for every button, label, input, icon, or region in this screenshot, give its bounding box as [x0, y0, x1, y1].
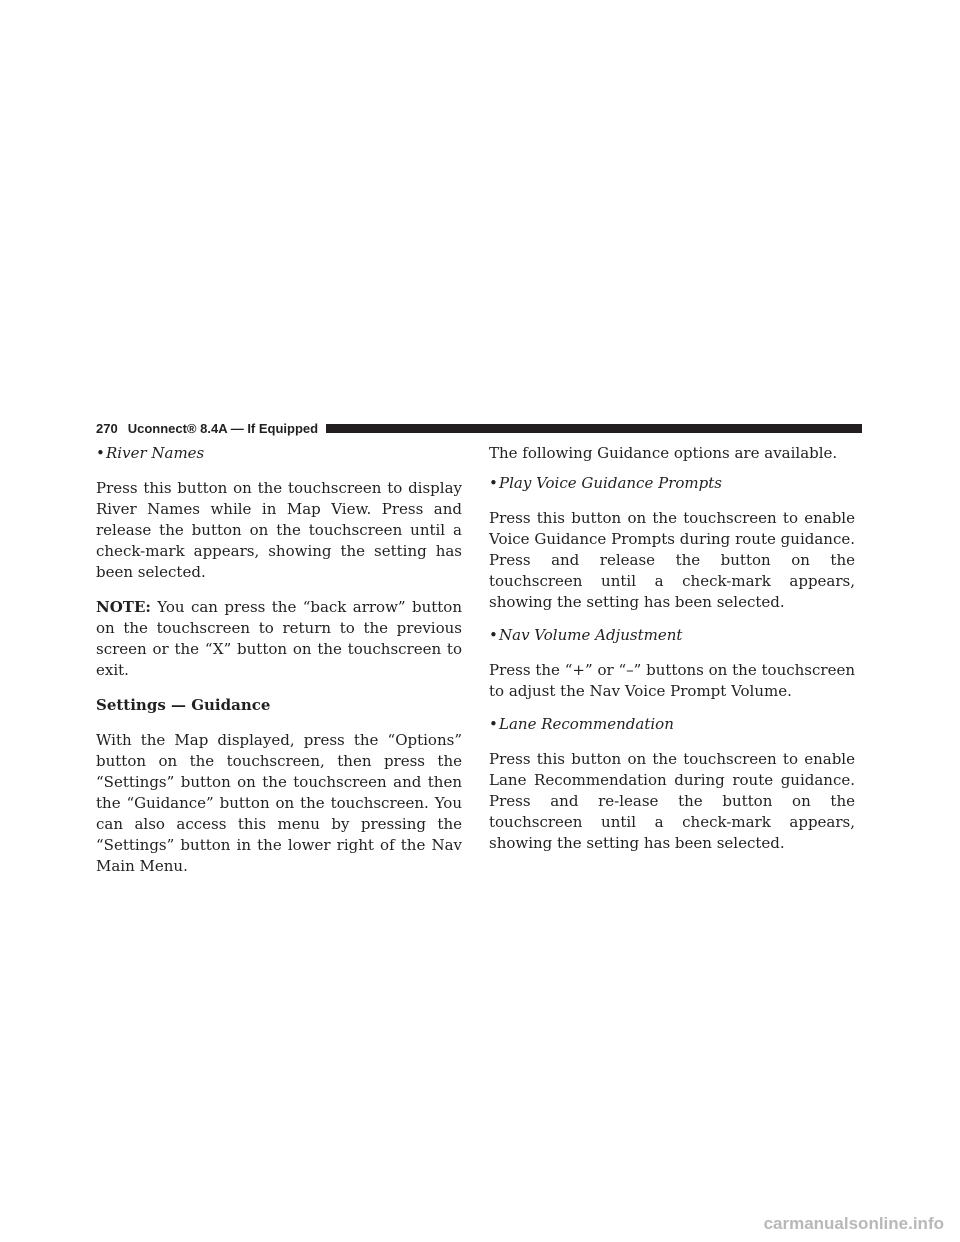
bullet-volume-adjustment [489, 625, 855, 646]
right-column [489, 443, 855, 854]
bullet-label: Lane Recommendation [499, 715, 674, 733]
bullet-voice-prompts [489, 473, 855, 494]
river-names-paragraph: Press this button on the touchscreen to display River Names while in Map View. Press and release the button on the touchscreen until a check-mark appears, showing the setting has been selected. [96, 479, 462, 581]
bullet-dot-icon: • [489, 715, 498, 733]
bullet-label: River Names [106, 444, 205, 462]
note-label: NOTE: [96, 598, 151, 616]
section-heading: Settings — Guidance [96, 696, 271, 714]
chapter-title: Uconnect® 8.4A — If Equipped [127, 420, 319, 436]
volume-paragraph: Press the “+” or “–” buttons on the touchscreen to adjust the Nav Voice Prompt Volume. [489, 661, 855, 700]
page-number: 270 [96, 420, 118, 436]
voice-prompts-paragraph: Press this button on the touchscreen to enable Voice Guidance Prompts during route guidance. Press and release the button on the touchscreen until a check-mark appears, showing the setting has been selected. [489, 509, 855, 611]
bullet-label: Play Voice Guidance Prompts [499, 474, 722, 492]
lane-paragraph: Press this button on the touchscreen to enable Lane Recommendation during route guidance. Press and re-lease the button on the touchscreen until a check-mark appears, showing the setting has been selected. [489, 750, 855, 852]
bullet-dot-icon: • [96, 444, 105, 462]
left-column [96, 443, 462, 877]
guidance-paragraph: With the Map displayed, press the “Options” button on the touchscreen, then press the “Settings” button on the touchscreen and then the “Guidance” button on the touchscreen. You can also access this menu by pressing the “Settings” button in the lower right of the Nav Main Menu. [96, 731, 462, 875]
options-intro: The following Guidance options are available. [489, 444, 838, 462]
bullet-river-names [96, 443, 462, 464]
note-paragraph [96, 597, 462, 681]
bullet-dot-icon: • [489, 626, 498, 644]
bullet-lane-recommendation [489, 714, 855, 735]
bullet-dot-icon: • [489, 474, 498, 492]
note-text: You can press the “back arrow” button on the touchscreen to return to the previous screen or the “X” button on the touchscreen to exit. [96, 598, 462, 679]
watermark: carmanualsonline.info [763, 1214, 944, 1233]
header-rule [326, 424, 862, 433]
bullet-label: Nav Volume Adjustment [499, 626, 683, 644]
page-header [96, 420, 862, 436]
